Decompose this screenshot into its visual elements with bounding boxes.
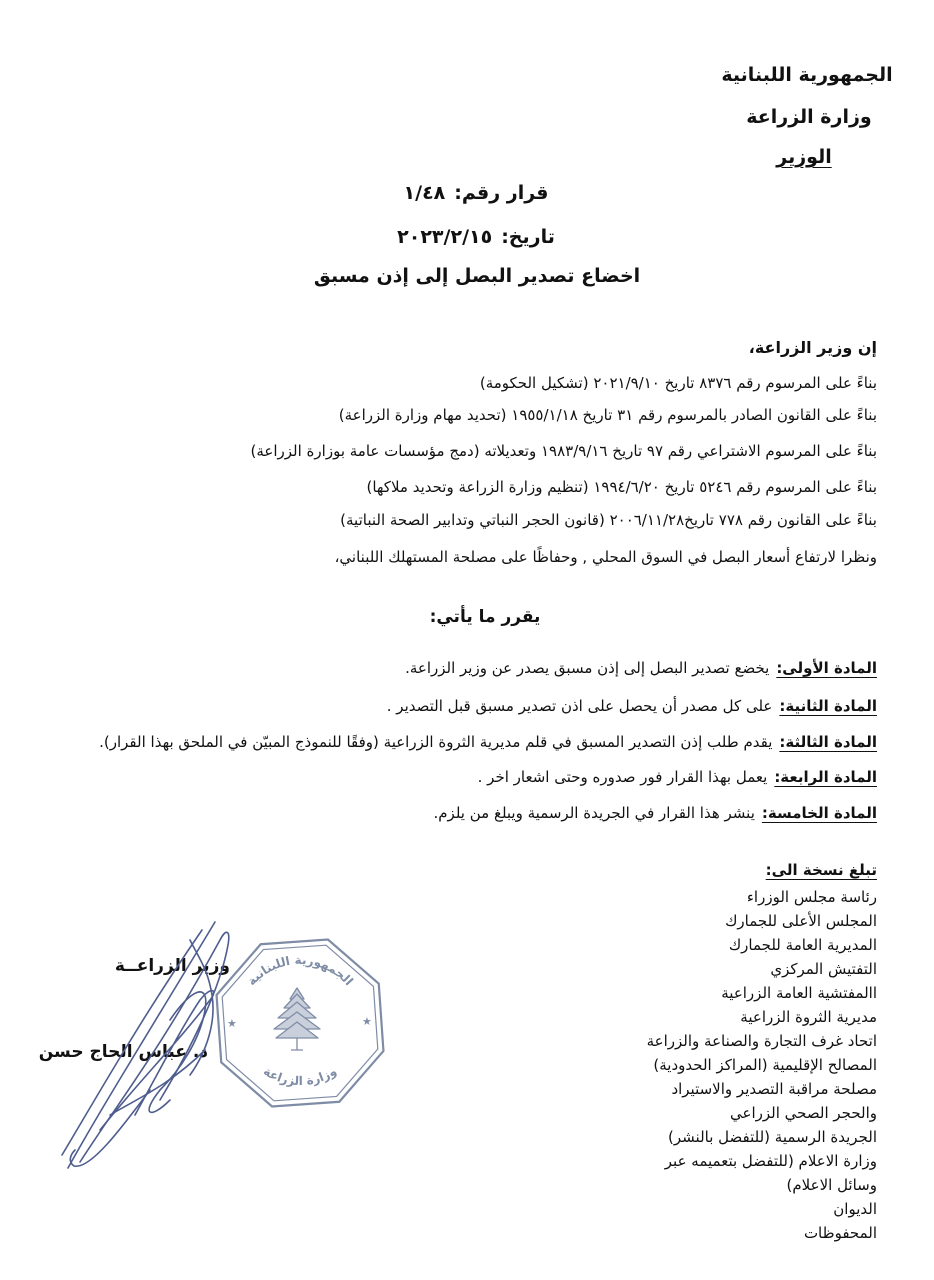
recipient-item: اتحاد غرف التجارة والصناعة والزراعة (646, 1032, 877, 1050)
consideration-line: بناءً على المرسوم الاشتراعي رقم ٩٧ تاريخ ١٩٨٣/٩/١٦ وتعديلاته (دمج مؤسسات عامة بوزارة الزراعة) (250, 442, 877, 460)
recipient-item: والحجر الصحي الزراعي (730, 1104, 877, 1122)
consideration-line: بناءً على القانون الصادر بالمرسوم رقم ٣١ تاريخ ١٩٥٥/١/١٨ (تحديد مهام وزارة الزراعة) (338, 406, 877, 424)
recipient-item: وسائل الاعلام) (786, 1176, 877, 1194)
recipient-item: المديرية العامة للجمارك (728, 936, 877, 954)
recipient-item: وزارة الاعلام (للتفضل بتعميمه عبر (664, 1152, 877, 1170)
article-label: المادة الثانية: (779, 697, 877, 715)
consideration-line: بناءً على المرسوم رقم ٨٣٧٦ تاريخ ٢٠٢١/٩/١٠ (تشكيل الحكومة) (479, 374, 877, 392)
article-text: على كل مصدر أن يحصل على اذن تصدير مسبق قبل التصدير . (386, 697, 773, 715)
article-5 (434, 801, 878, 825)
ministry-name: وزارة الزراعة (746, 106, 872, 128)
decides-heading: يقرر ما يأتي: (429, 607, 541, 627)
article-4 (478, 765, 877, 789)
article-text: يعمل بهذا القرار فور صدوره وحتى اشعار اخر . (477, 768, 768, 786)
star-icon: ★ (227, 1017, 237, 1030)
recipient-item: التفتيش المركزي (770, 960, 877, 978)
office-label: الوزير (776, 146, 832, 168)
recipient-item: الديوان (833, 1200, 877, 1218)
decision-date: ٢٠٢٣/٢/١٥ (397, 226, 493, 248)
recipient-item: رئاسة مجلس الوزراء (746, 888, 877, 906)
decision-number: ١/٤٨ (403, 182, 446, 204)
consideration-line: بناءً على القانون رقم ٧٧٨ تاريخ٢٠٠٦/١١/٢٨ (قانون الحجر النباتي وتدابير الصحة النباتية) (340, 511, 877, 529)
article-label: المادة الرابعة: (774, 768, 877, 786)
distribution-heading: تبلغ نسخة الى: (765, 861, 877, 879)
consideration-line: بناءً على المرسوم رقم ٥٢٤٦ تاريخ ١٩٩٤/٦/٢٠ (تنظيم وزارة الزراعة وتحديد ملاكها) (366, 478, 877, 496)
stamp-top-text: الجمهورية اللبنانية (244, 952, 356, 989)
cedar-icon (274, 988, 320, 1050)
svg-text:وزارة الزراعة (261, 1064, 339, 1088)
article-label: المادة الأولى: (776, 659, 877, 677)
recipient-item: المصالح الإقليمية (المراكز الحدودية) (653, 1056, 877, 1074)
article-3 (99, 730, 877, 754)
signatory-name: د. عباس الحاج حسن (38, 1042, 208, 1062)
handwritten-signature (40, 900, 260, 1190)
country-name: الجمهورية اللبنانية (721, 64, 893, 86)
article-label: المادة الخامسة: (761, 804, 877, 822)
preamble-opening: إن وزير الزراعة، (748, 338, 877, 357)
recipient-item: المجلس الأعلى للجمارك (725, 912, 877, 930)
recipient-list (647, 885, 877, 1245)
signatory-title: وزير الزراعــة (114, 956, 230, 976)
star-icon: ★ (362, 1015, 372, 1028)
decision-date-label: تاريخ: (501, 226, 555, 248)
article-text: يخضع تصدير البصل إلى إذن مسبق يصدر عن وزير الزراعة. (405, 659, 770, 677)
decision-date-line (326, 223, 626, 251)
article-text: ينشر هذا القرار في الجريدة الرسمية ويبلغ من يلزم. (433, 804, 755, 822)
decision-number-line (326, 179, 626, 207)
decision-title: اخضاع تصدير البصل إلى إذن مسبق (313, 265, 641, 287)
article-1 (405, 656, 877, 680)
recipient-item: الجريدة الرسمية (للتفضل بالنشر) (668, 1128, 877, 1146)
recipient-item: مصلحة مراقبة التصدير والاستيراد (671, 1080, 877, 1098)
stamp-bottom-text: وزارة الزراعة (261, 1063, 339, 1089)
article-text: يقدم طلب إذن التصدير المسبق في قلم مديرية الثروة الزراعية (وفقًا للنموذج المبيّن في الملحق بهذا القرار). (99, 733, 773, 751)
svg-text:الجمهورية اللبنانية (244, 953, 355, 988)
recipient-item: االمفتشية العامة الزراعية (721, 984, 877, 1002)
article-label: المادة الثالثة: (779, 733, 877, 751)
recipient-item: مديرية الثروة الزراعية (740, 1008, 877, 1026)
decision-number-label: قرار رقم: (454, 182, 549, 204)
office-title (694, 143, 914, 171)
recipient-item: المحفوظات (803, 1224, 877, 1242)
preamble-reason: ونظرا لارتفاع أسعار البصل في السوق المحلي , وحفاظًا على مصلحة المستهلك اللبناني، (334, 548, 877, 566)
article-2 (387, 694, 877, 718)
